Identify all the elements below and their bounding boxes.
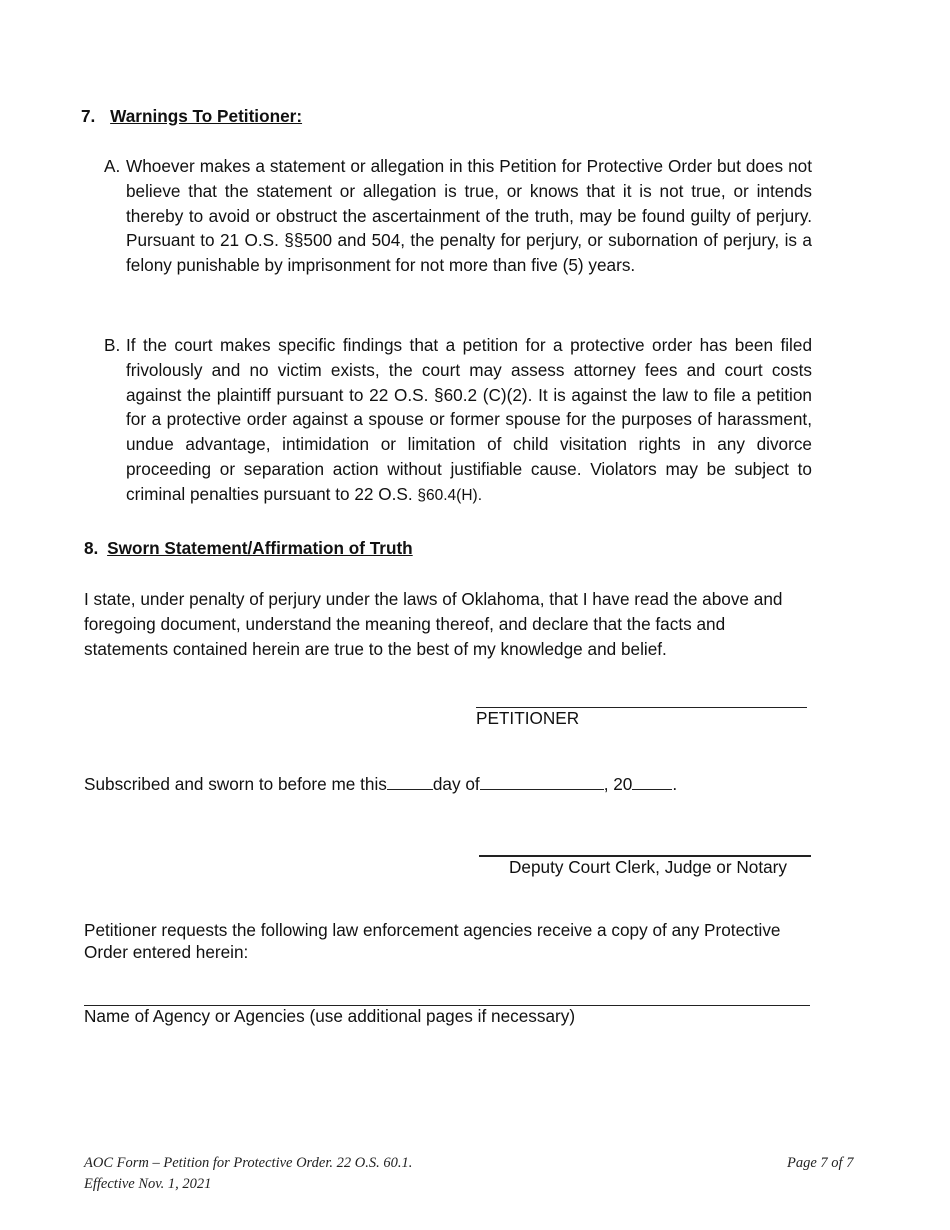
warning-item-a (104, 154, 812, 278)
section-7-title: Warnings To Petitioner: (110, 106, 303, 126)
petitioner-label: PETITIONER (476, 708, 580, 728)
warning-b-letter: B. (104, 335, 121, 355)
section-7-number: 7. (81, 106, 96, 126)
day-blank[interactable] (387, 771, 433, 790)
sworn-statement: I state, under penalty of perjury under the laws of Oklahoma, that I have read the above and foregoing document, understand the meaning thereof, and declare that the facts and statements contained herein are true to the best of my knowledge and belief. (84, 589, 783, 659)
subscribed-text-4: . (672, 774, 678, 794)
agencies-request: Petitioner requests the following law enforcement agencies receive a copy of any Protective Order entered herein: (84, 920, 781, 962)
warning-a-letter: A. (104, 156, 121, 176)
warning-b-text: If the court makes specific findings that a petition for a protective order has been filed frivolously and no victim exists, the court may assess attorney fees and court costs against the plaintiff pursuant to 22 O.S. §60.2 (C)(2). It is against the law to file a petition for a protective order against a spouse or former spouse for the purposes of harassment, undue advantage, intimidation or limitation of child visitation rights in any divorce proceeding or separation action without justifiable cause. Violators may be subject to criminal penalties pursuant to 22 O.S. (126, 335, 812, 504)
section-8-number: 8. (84, 538, 99, 558)
footer-page-number: Page 7 of 7 (787, 1155, 854, 1171)
year-blank[interactable] (632, 771, 672, 790)
footer-effective-date: Effective Nov. 1, 2021 (84, 1176, 212, 1192)
clerk-label: Deputy Court Clerk, Judge or Notary (509, 857, 787, 877)
month-blank[interactable] (480, 771, 604, 790)
warning-item-b (104, 333, 812, 509)
section-7-heading (81, 106, 302, 127)
section-8-heading (84, 538, 413, 559)
footer-form-name: AOC Form – Petition for Protective Order. 22 O.S. 60.1. (84, 1155, 413, 1171)
agency-name-label: Name of Agency or Agencies (use additional pages if necessary) (84, 1006, 576, 1026)
warning-a-text: Whoever makes a statement or allegation in this Petition for Protective Order but does not believe that the statement or allegation is true, or knows that it is not true, or intends thereby to avoid or obstruct the ascertainment of the truth, may be found guilty of perjury. Pursuant to 21 O.S. §§500 and 504, the penalty for perjury, or subornation of perjury, is a felony punishable by imprisonment for not more than five (5) years. (126, 156, 812, 276)
warning-b-citation: §60.4(H). (417, 486, 483, 504)
subscribed-text-1: Subscribed and sworn to before me this (84, 774, 387, 794)
subscribed-text-2: day of (432, 774, 480, 794)
footer-form-info (84, 1153, 412, 1195)
section-8-title: Sworn Statement/Affirmation of Truth (107, 538, 413, 558)
subscribed-line (84, 771, 677, 795)
subscribed-text-3: , 20 (603, 774, 633, 794)
